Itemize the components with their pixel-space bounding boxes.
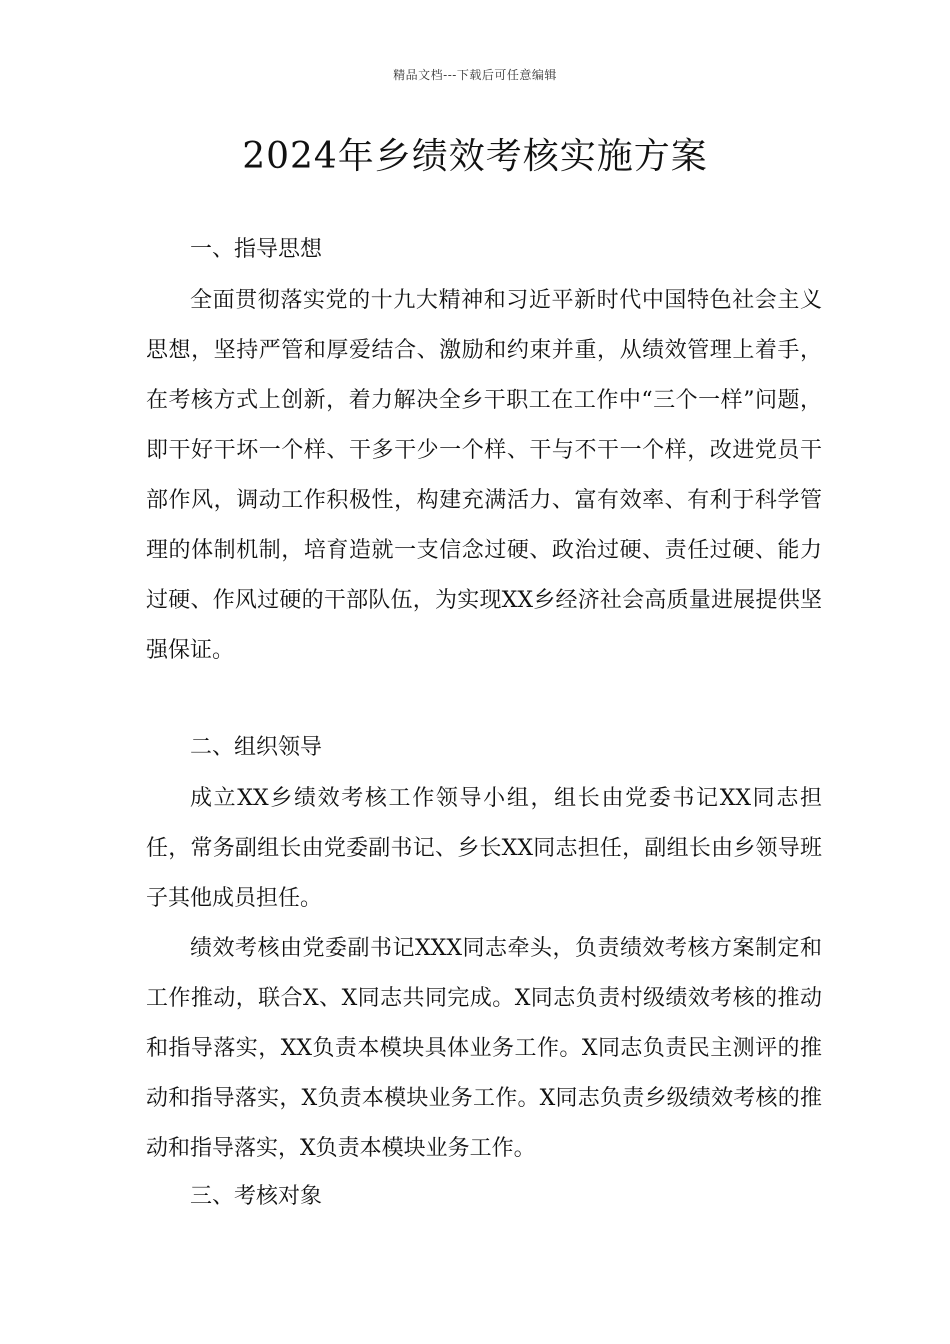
section-heading-assessment-targets: 三、考核对象 — [190, 1184, 323, 1209]
section-heading-guiding-ideology: 一、指导思想 — [190, 237, 323, 262]
paragraph: 全面贯彻落实党的十九大精神和习近平新时代中国特色社会主义思想，坚持严管和厚爱结合、激励和约束并重，从绩效管理上着手，在考核方式上创新，着力解决全乡干职工在工作中“三个一样”问题，即干好干坏一个样、干多干少一个样、干与不干一个样，改进党员干部作风，调动工作积极性，构建充满活力、富有效率、有利于科学管理的体制机制，培育造就一支信念过硬、政治过硬、责任过硬、能力过硬、作风过硬的干部队伍，为实现XX乡经济社会高质量进展提供坚强保证。 — [146, 288, 822, 663]
section-heading-organization: 二、组织领导 — [190, 735, 323, 760]
header-note: 精品文档---下载后可任意编辑 — [393, 68, 557, 82]
section-body-organization — [146, 774, 822, 1174]
paragraph: 成立XX乡绩效考核工作领导小组，组长由党委书记XX同志担任，常务副组长由党委副书记、乡长XX同志担任，副组长由乡领导班子其他成员担任。 — [146, 786, 822, 911]
document-title: 2024年乡绩效考核实施方案 — [242, 136, 708, 177]
section-body-guiding-ideology — [146, 276, 822, 676]
paragraph: 绩效考核由党委副书记XXX同志牵头，负责绩效考核方案制定和工作推动，联合X、X同志共同完成。X同志负责村级绩效考核的推动和指导落实，XX负责本模块具体业务工作。X同志负责民主测评的推动和指导落实，X负责本模块业务工作。X同志负责乡级绩效考核的推动和指导落实，X负责本模块业务工作。 — [146, 936, 822, 1161]
